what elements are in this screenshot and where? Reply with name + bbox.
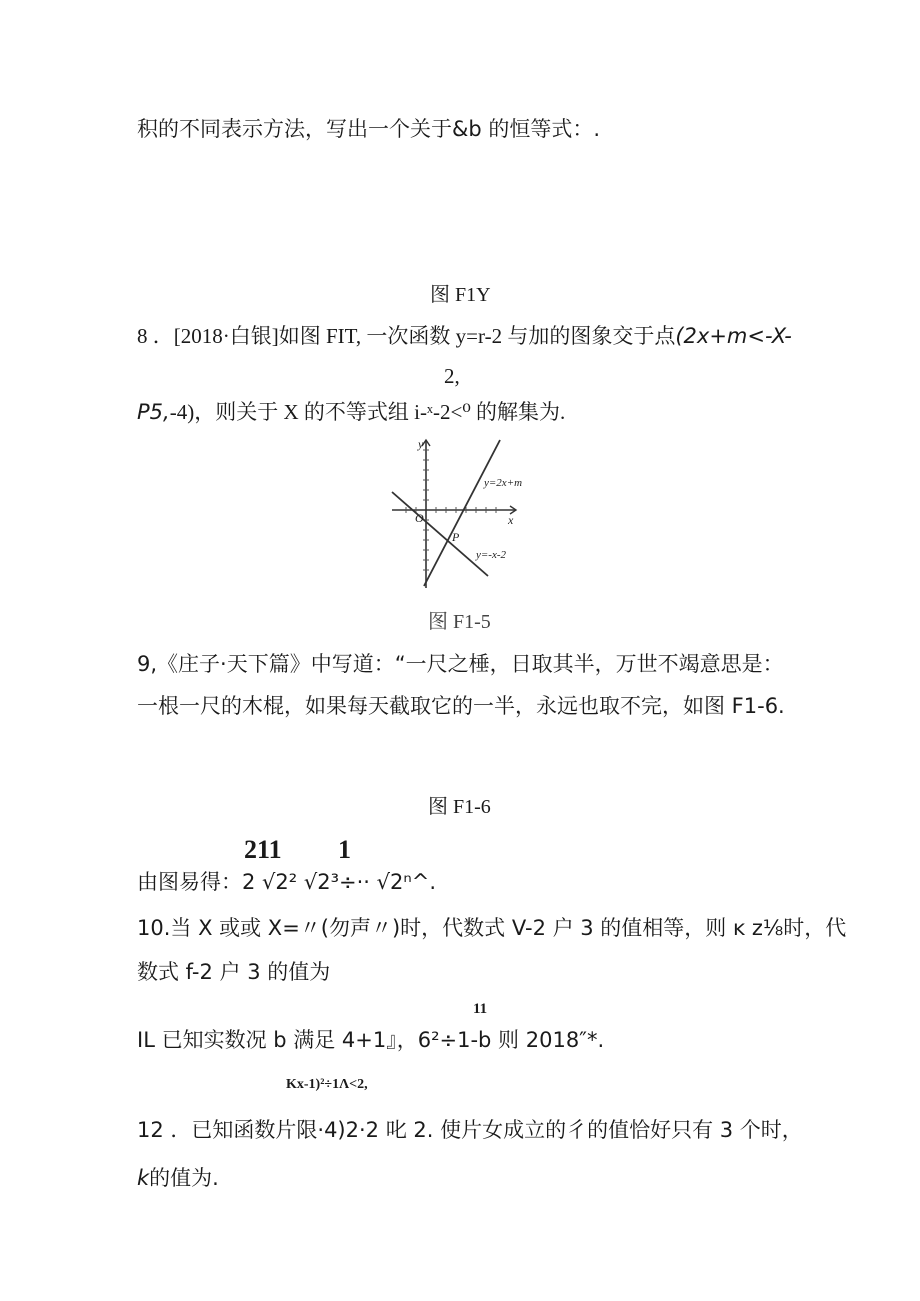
question-11-superscript: 11 [473,1001,488,1017]
point-p-label: P [452,530,460,544]
question-12-line-1: 12 ．已知函数片限·4)2·2 叱 2. 使片女成立的彳的值恰好只有 3 个时， [137,1118,803,1142]
question-12-line-2 [137,1164,219,1192]
question-8-text: 8 ．[2018·白银]如图 FIT, 一次函数 y=r-2 与加的图象交于点 [137,324,676,348]
line-y-minus-x-minus-2 [392,492,488,576]
question-8-line-1 [137,322,792,350]
line-a-label: y=2x+m [484,477,523,489]
question-9-line-1: 9,《庄子·天下篇》中写道：“一尺之棰，日取其半，万世不竭意思是： [137,652,784,676]
point-p-coordinates: P5, [137,400,170,424]
question-8-inequality-head: (2x+m<-X- [675,324,792,348]
figure-caption-f1y: 图 F1Y [430,284,491,306]
x-axis-label: x [508,513,514,527]
origin-label: O [415,511,424,525]
question-8-line-2: 2, [444,364,460,388]
question-11-line: IL 已知实数况 b 满足 4+1』，6²÷1-b 则 2018″*. [137,1028,605,1052]
figure-caption-f1-6: 图 F1-6 [428,796,491,818]
question-12-tail: 的值为. [149,1166,219,1190]
text-line-identity: 积的不同表示方法，写出一个关于&b 的恒等式：. [137,117,601,141]
fraction-numerators-b: 1 [338,835,351,864]
line-b-label: y=-x-2 [476,549,507,561]
question-8-line-3 [137,398,565,426]
question-9-line-2: 一根一尺的木棍，如果每天截取它的一半，永远也取不完，如图 F1-6. [137,694,785,718]
formula-line: 由图易得：2 √2² √2³÷·· √2ⁿ^. [137,870,437,894]
y-axis-label: y [418,438,424,451]
figure-caption-f1-5: 图 F1-5 [428,611,491,633]
fraction-numerators-a: 211 [244,835,282,864]
line-y-2x-plus-m [424,440,500,586]
question-10-line-2: 数式 f-2 户 3 的值为 [137,960,331,984]
question-10-line-1: 10.当 X 或或 X=〃(勿声〃)时，代数式 V-2 户 3 的值相等，则 ĸ z⅛时，代 [137,916,847,940]
question-12-inequality: Kx-1)²÷1Λ<2, [286,1077,368,1092]
function-graph-f1-5 [388,438,538,590]
variable-k: k [137,1166,150,1190]
question-8-inequality-text: -4)，则关于 X 的不等式组 i-ˣ-2<⁰ 的解集为. [169,400,566,424]
